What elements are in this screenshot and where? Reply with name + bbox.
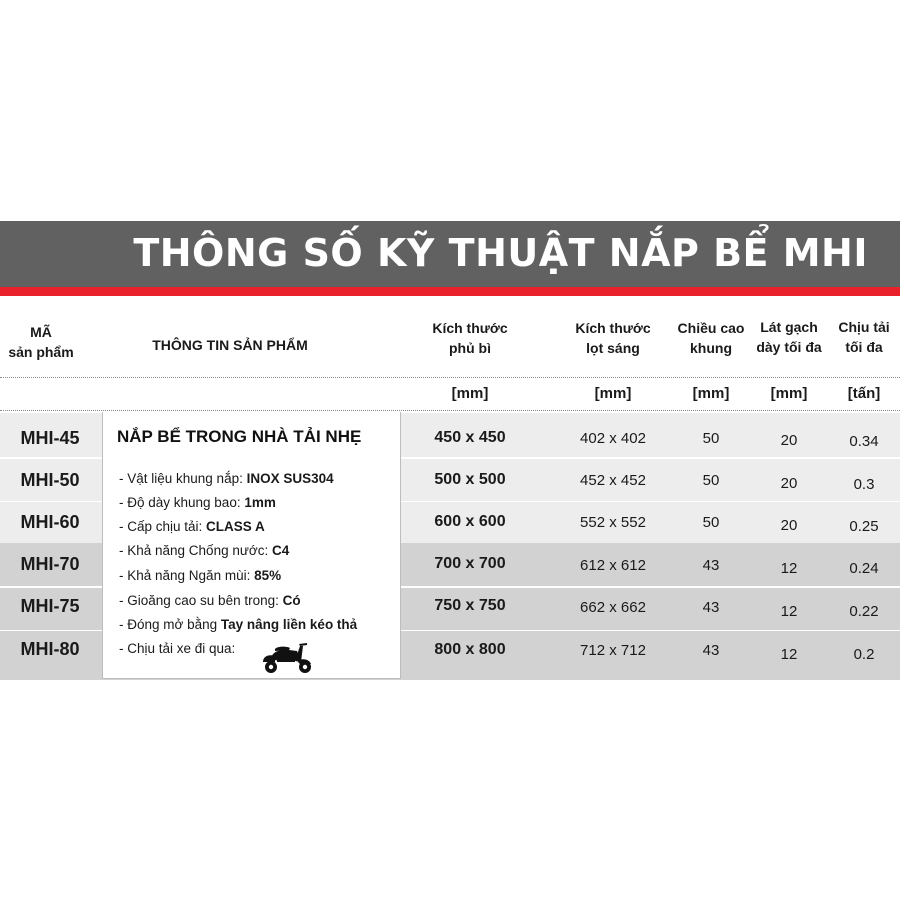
header-code-line2: sản phẩm [8, 344, 74, 360]
feature-value: Tay nâng liền kéo thả [220, 617, 358, 632]
feature-item [119, 593, 301, 608]
row-frame-height: 50 [702, 472, 720, 489]
feature-label: - Chịu tải xe đi qua: [119, 641, 236, 656]
row-cover-size: 800 x 800 [434, 641, 506, 658]
row-code: MHI-75 [20, 596, 80, 616]
unit-clear: [mm] [594, 385, 632, 402]
feature-item [119, 495, 276, 510]
feature-item [119, 641, 235, 656]
feature-label: - Gioăng cao su bên trong: [119, 593, 283, 608]
row-clear-size: 552 x 552 [580, 514, 646, 531]
product-info-panel [102, 412, 401, 679]
header-height-line2: khung [690, 340, 732, 356]
header-code-line1: MÃ [30, 324, 52, 340]
header-tile-line1: Lát gạch [760, 319, 818, 335]
feature-item [119, 519, 265, 534]
feature-item [119, 543, 289, 558]
accent-line [0, 287, 900, 296]
row-tile-thickness: 20 [780, 517, 798, 534]
header-cover-line2: phủ bì [449, 340, 491, 356]
product-title: NẮP BỂ TRONG NHÀ TẢI NHẸ [117, 427, 362, 446]
header-load-line2: tối đa [845, 339, 883, 355]
row-cover-size: 600 x 600 [434, 513, 506, 530]
header-code [0, 322, 82, 362]
feature-label: - Khả năng Ngăn mùi: [119, 568, 255, 583]
feature-value: 1mm [244, 495, 276, 510]
units-divider [0, 410, 900, 411]
row-frame-height: 50 [702, 430, 720, 447]
feature-label: - Đóng mở bằng [119, 617, 221, 632]
feature-value: INOX SUS304 [246, 471, 334, 486]
row-clear-size: 662 x 662 [580, 599, 646, 616]
feature-value: Có [282, 593, 301, 608]
feature-item [119, 568, 281, 583]
row-cover-size: 500 x 500 [434, 471, 506, 488]
header-tile [750, 317, 828, 357]
feature-label: - Vật liệu khung nắp: [119, 471, 247, 486]
header-cover-line1: Kích thước [432, 320, 508, 336]
header-tile-line2: dày tối đa [756, 339, 822, 355]
header-info: THÔNG TIN SẢN PHẨM [152, 337, 308, 353]
row-max-load: 0.25 [849, 518, 879, 535]
header-load-line1: Chịu tải [838, 319, 890, 335]
row-code: MHI-80 [20, 639, 80, 659]
feature-value: C4 [271, 543, 290, 558]
row-tile-thickness: 12 [780, 646, 798, 663]
unit-load: [tấn] [847, 385, 881, 402]
feature-value: CLASS A [206, 519, 265, 534]
row-max-load: 0.3 [853, 476, 875, 493]
row-clear-size: 612 x 612 [580, 557, 646, 574]
row-frame-height: 50 [702, 514, 720, 531]
header-clear [553, 318, 673, 358]
unit-height: [mm] [692, 385, 730, 402]
row-cover-size: 450 x 450 [434, 429, 506, 446]
row-tile-thickness: 12 [780, 603, 798, 620]
header-cover [410, 318, 530, 358]
unit-tile: [mm] [770, 385, 808, 402]
feature-label: - Độ dày khung bao: [119, 495, 245, 510]
header-height-line1: Chiều cao [677, 320, 745, 336]
row-frame-height: 43 [702, 599, 720, 616]
row-code: MHI-70 [20, 554, 80, 574]
page-title: THÔNG SỐ KỸ THUẬT NẮP BỂ MHI [133, 231, 868, 275]
header-clear-line1: Kích thước [575, 320, 651, 336]
header-divider [0, 377, 900, 378]
row-cover-size: 750 x 750 [434, 597, 506, 614]
feature-label: - Khả năng Chống nước: [119, 543, 272, 558]
row-tile-thickness: 20 [780, 475, 798, 492]
row-max-load: 0.24 [849, 560, 879, 577]
row-tile-thickness: 12 [780, 560, 798, 577]
row-code: MHI-60 [20, 512, 80, 532]
title-banner [0, 221, 900, 287]
row-max-load: 0.22 [849, 603, 879, 620]
feature-label: - Cấp chịu tải: [119, 519, 207, 534]
row-code: MHI-45 [20, 428, 80, 448]
row-clear-size: 452 x 452 [580, 472, 646, 489]
feature-item [119, 471, 334, 486]
row-frame-height: 43 [702, 642, 720, 659]
header-load [828, 317, 900, 357]
header-clear-line2: lọt sáng [586, 340, 640, 356]
row-max-load: 0.34 [849, 433, 879, 450]
row-frame-height: 43 [702, 557, 720, 574]
row-cover-size: 700 x 700 [434, 555, 506, 572]
header-height [670, 318, 752, 358]
row-max-load: 0.2 [853, 646, 875, 663]
row-clear-size: 402 x 402 [580, 430, 646, 447]
unit-cover: [mm] [451, 385, 489, 402]
scooter-icon [257, 638, 315, 674]
row-tile-thickness: 20 [780, 432, 798, 449]
row-clear-size: 712 x 712 [580, 642, 646, 659]
feature-item [119, 617, 357, 632]
row-code: MHI-50 [20, 470, 80, 490]
feature-value: 85% [254, 568, 282, 583]
